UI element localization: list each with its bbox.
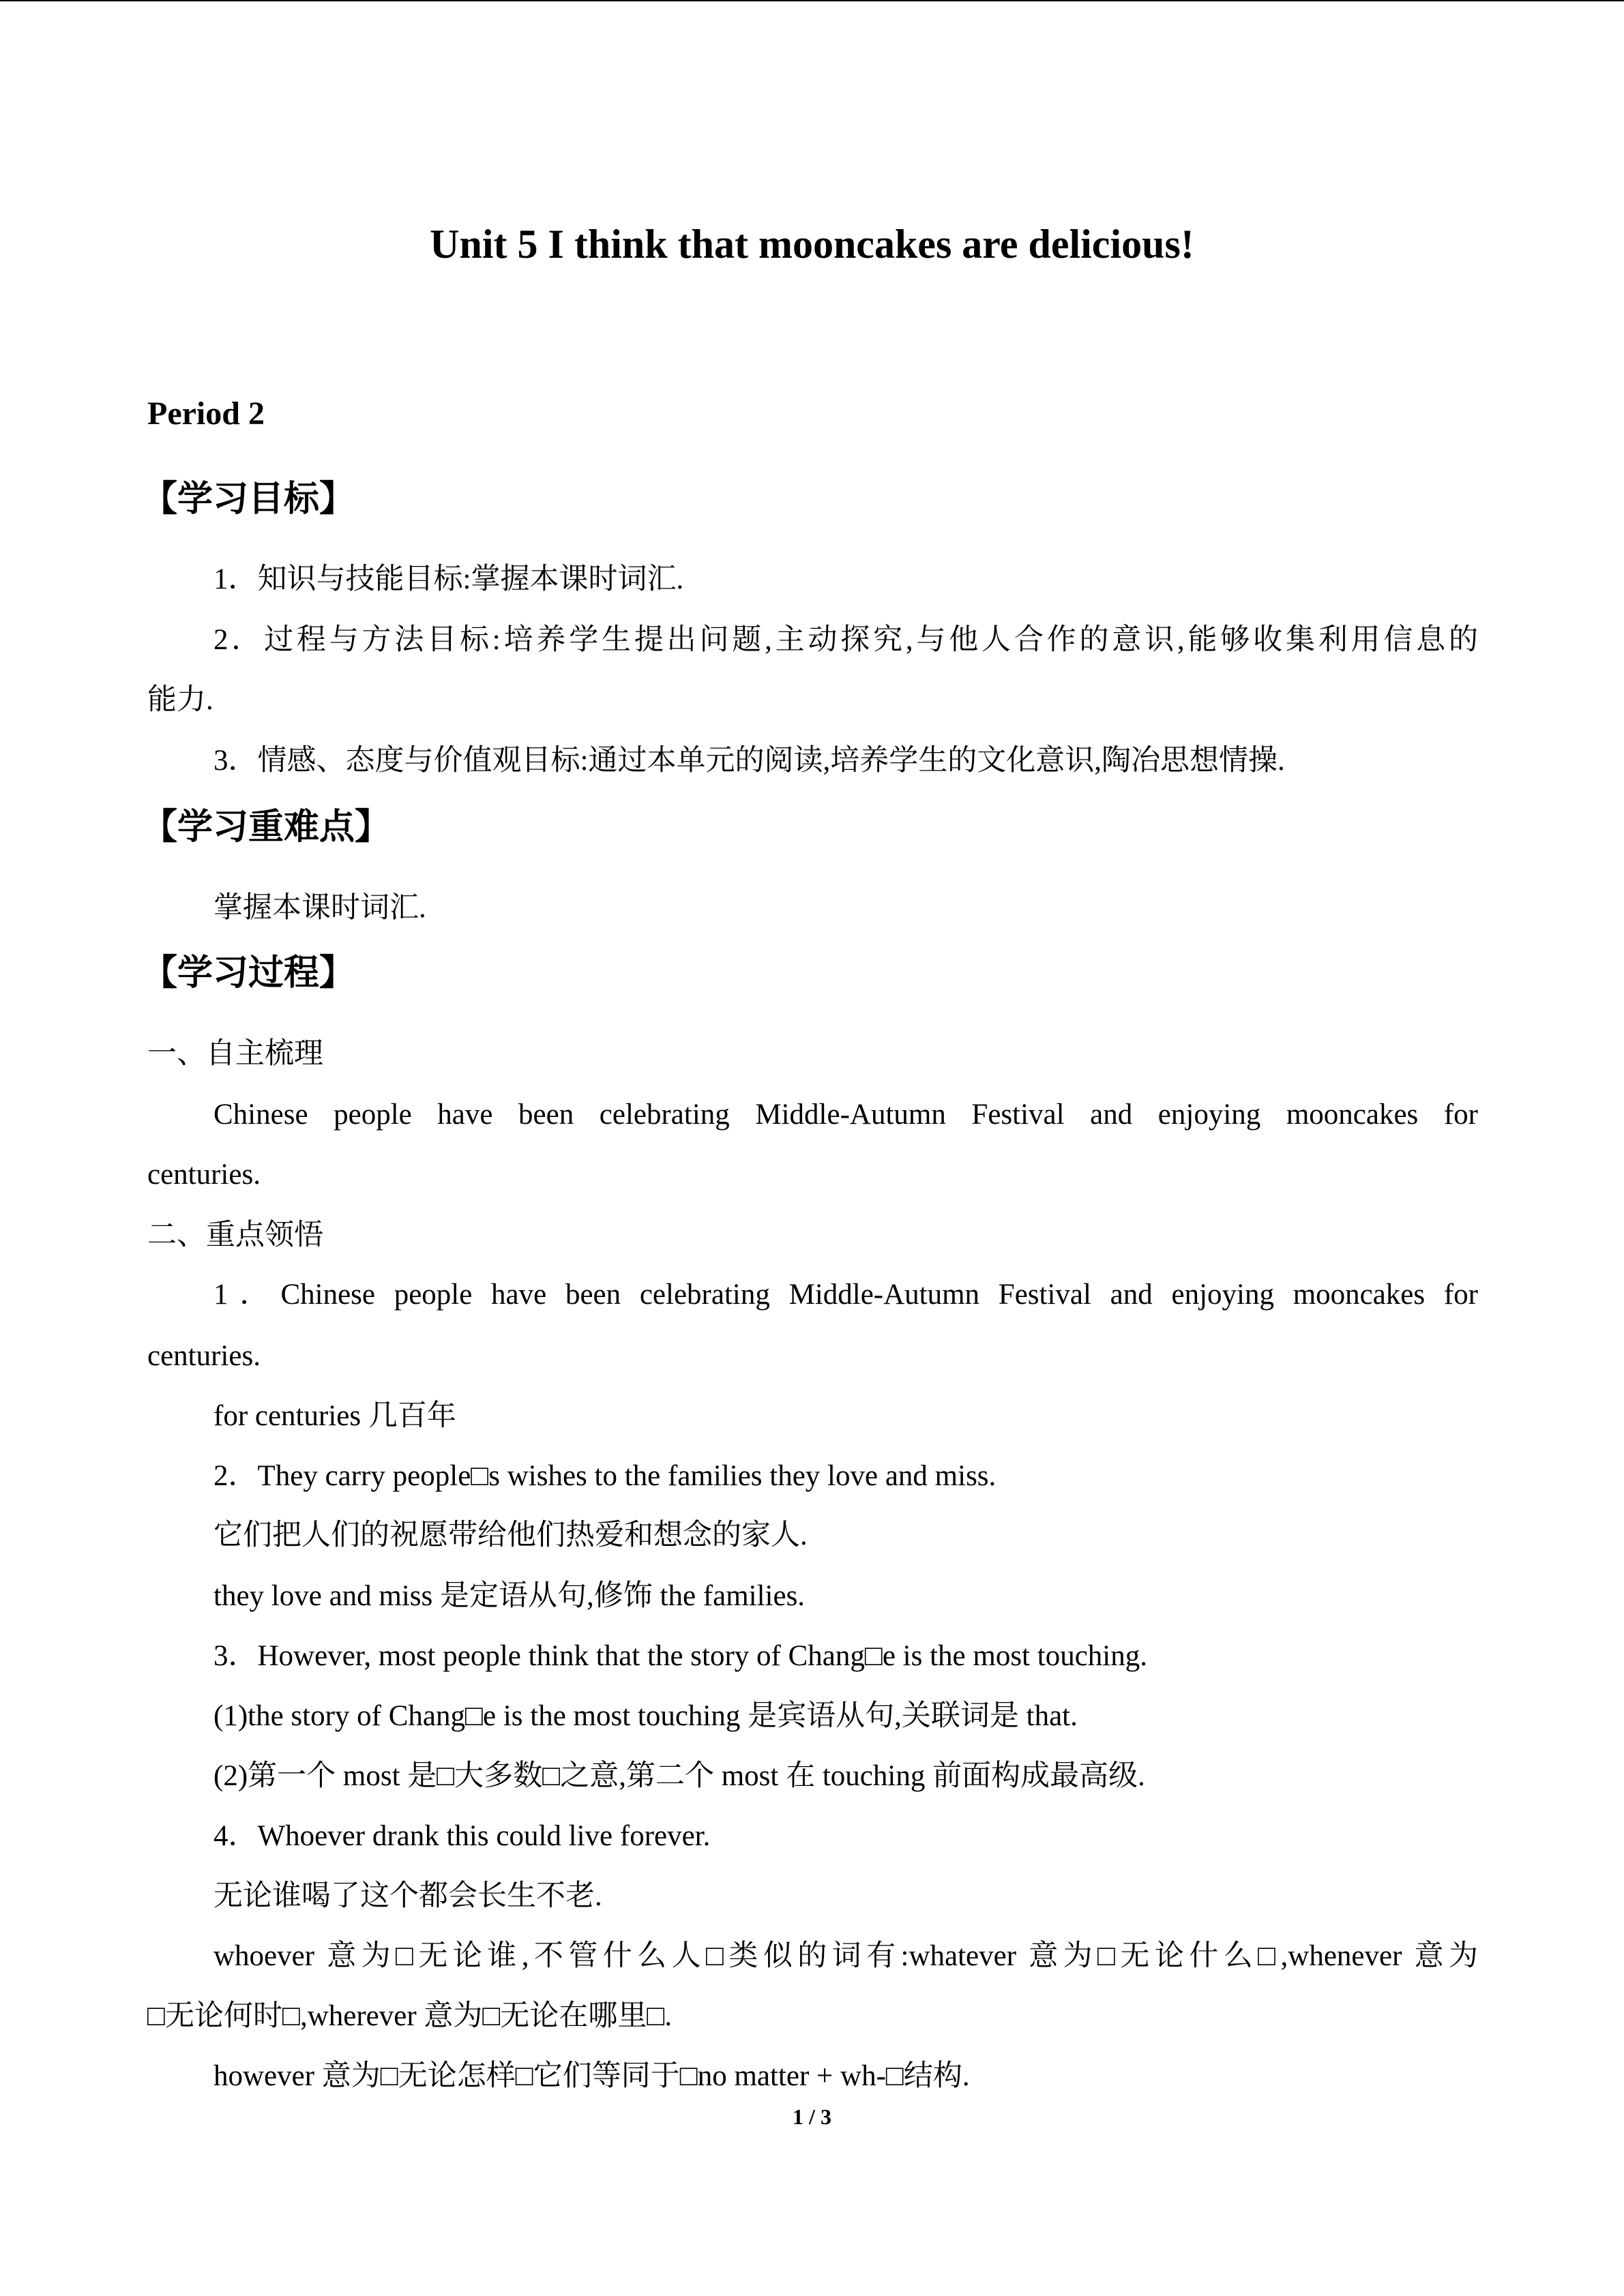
part2-line-14: however 意为□无论怎样□它们等同于□no matter + wh-□结构.	[213, 2060, 970, 2092]
objective-item-3: 3．情感、态度与价值观目标:通过本单元的阅读,培养学生的文化意识,陶冶思想情操.	[213, 745, 1285, 777]
part2-line-12: whoever 意为□无论谁,不管什么人□类似的词有:whatever 意为□无论什么□,whenever 意为	[213, 1940, 1478, 1972]
part2-line-9: (2)第一个 most 是□大多数□之意,第二个 most 在 touching 前面构成最高级.	[213, 1760, 1145, 1792]
part2-line-10: 4．Whoever drank this could live forever.	[213, 1820, 711, 1852]
top-border-line	[0, 0, 1624, 1]
part2-line-3: for centuries 几百年	[213, 1400, 456, 1432]
objective-item-2-continued: 能力.	[147, 684, 213, 716]
objective-item-2: 2．过程与方法目标:培养学生提出问题,主动探究,与他人合作的意识,能够收集利用信息的	[213, 624, 1478, 656]
part2-heading: 二、重点领悟	[147, 1219, 323, 1251]
part2-line-11: 无论谁喝了这个都会长生不老.	[213, 1880, 602, 1912]
part2-line-8: (1)the story of Chang□e is the most touching 是宾语从句,关联词是 that.	[213, 1700, 1078, 1732]
part2-line-4: 2．They carry people□s wishes to the families they love and miss.	[213, 1460, 996, 1492]
process-heading: 【学习过程】	[142, 953, 355, 994]
part2-line-13: □无论何时□,wherever 意为□无论在哪里□.	[147, 2000, 673, 2032]
difficulties-heading: 【学习重难点】	[142, 807, 391, 848]
part2-line-6: they love and miss 是定语从句,修饰 the families.	[213, 1580, 806, 1612]
document-title: Unit 5 I think that mooncakes are delicious!	[430, 222, 1194, 267]
part2-line-1: 1．Chinese people have been celebrating Middle-Autumn Festival and enjoying mooncakes for	[213, 1279, 1478, 1311]
part1-line-2: centuries.	[147, 1159, 261, 1191]
part1-line-1: Chinese people have been celebrating Middle-Autumn Festival and enjoying mooncakes for	[213, 1099, 1478, 1131]
part2-line-7: 3．However, most people think that the story of Chang□e is the most touching.	[213, 1640, 1147, 1672]
part2-line-5: 它们把人们的祝愿带给他们热爱和想念的家人.	[213, 1519, 808, 1551]
difficulties-text: 掌握本课时词汇.	[213, 892, 426, 924]
part1-heading: 一、自主梳理	[147, 1038, 323, 1070]
period-label: Period 2	[147, 396, 265, 432]
page-number: 1 / 3	[793, 2104, 831, 2129]
objective-item-1: 1．知识与技能目标:掌握本课时词汇.	[213, 563, 684, 595]
part2-line-2: centuries.	[147, 1340, 261, 1372]
objectives-heading: 【学习目标】	[142, 479, 355, 520]
